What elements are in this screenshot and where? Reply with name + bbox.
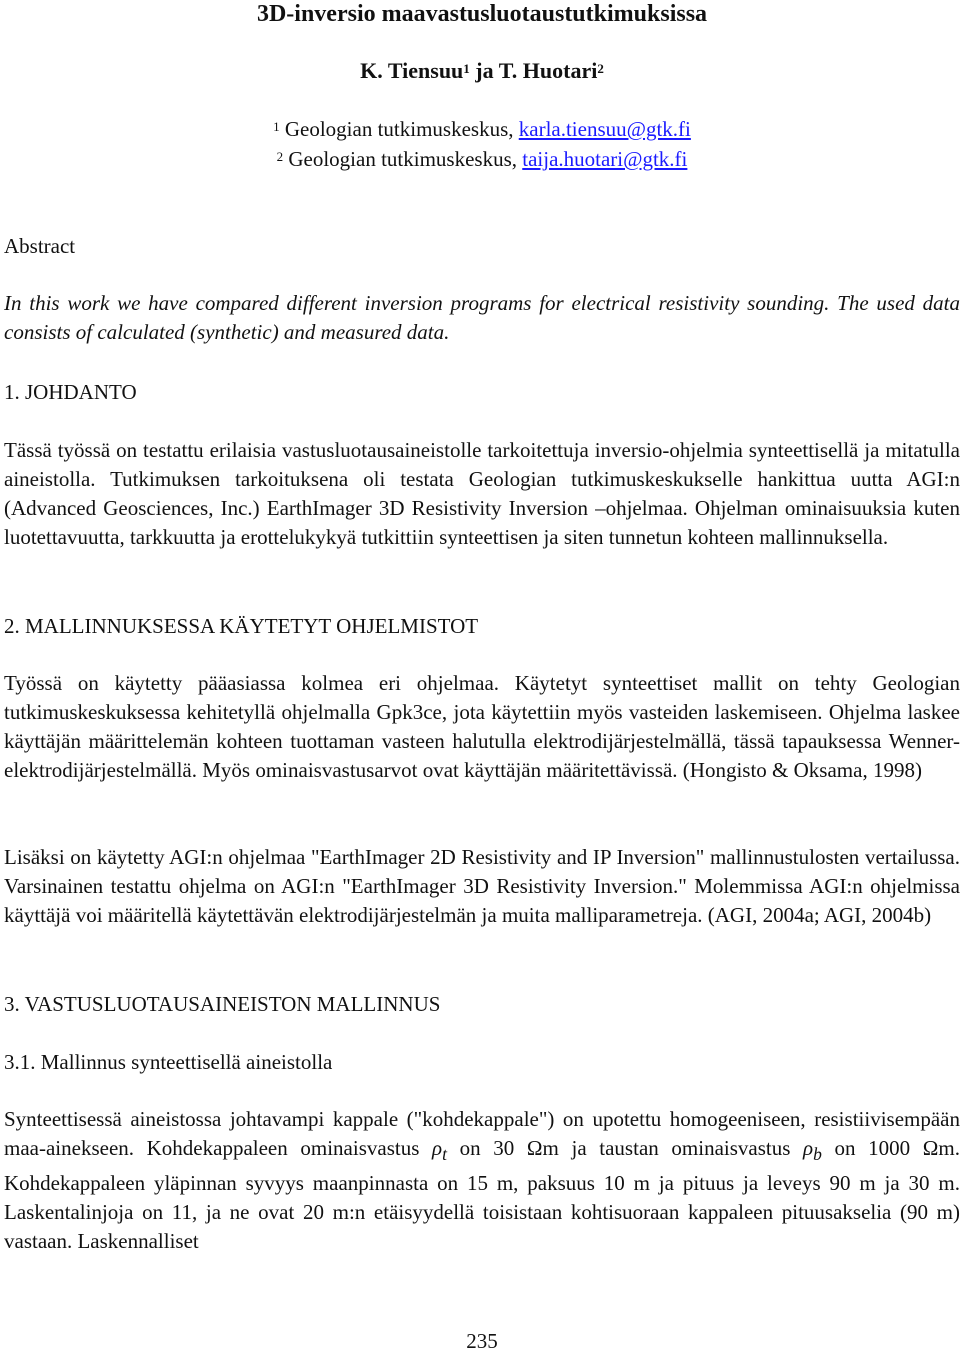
section-heading-3: 3. VASTUSLUOTAUSAINEISTON MALLINNUS [4, 992, 441, 1016]
paragraph-text: on 1000 Ωm. Kohdekappaleen yläpinnan syvyys maanpinnasta on 15 m, paksuus 10 m ja pituus ja leveys 90 m ja 30 m. Laskentalinjoja on 11, ja ne ovat 20 m:n etäisyydellä toisistaan kohtisuoraan kappaleen pituusakselia (90 m) vastaan. Laskennalliset [4, 1136, 960, 1254]
author-line [0, 58, 960, 84]
author-1: K. Tiensuu [360, 58, 464, 83]
affiliation-number: 1 [273, 119, 280, 134]
page-number: 235 [466, 1329, 498, 1353]
section-heading-1: 1. JOHDANTO [4, 380, 137, 404]
rho-subscript: b [813, 1144, 822, 1165]
rho-symbol: ρ [432, 1136, 443, 1160]
affiliation-org: Geologian tutkimuskeskus, [284, 117, 514, 141]
abstract-body: In this work we have compared different inversion programs for electrical resistivity sounding. The used data consists of calculated (synthetic) and measured data. [4, 291, 960, 344]
subsection-heading-3-1: 3.1. Mallinnus synteettisellä aineistolla [4, 1050, 333, 1074]
paragraph-text: Synteettisessä aineistossa johtavampi kappale ("kohdekappale") on upotettu homogeeniseen, resistiivisempään maa-ainekseen. Kohdekappaleen ominaisvastus [4, 1107, 960, 1160]
author-conjunction: ja [475, 58, 494, 83]
rho-subscript: t [442, 1144, 447, 1165]
affiliation-2 [0, 146, 960, 172]
paragraph-software-2: Lisäksi on käytetty AGI:n ohjelmaa "EarthImager 2D Resistivity and IP Inversion" mallinnustulosten vertailussa. Varsinainen testattu ohjelma on AGI:n "EarthImager 3D Resistivity Inversion." Molemmissa AGI:n ohjelmissa käyttäjä voi määritellä käytettävän elektrodijärjestelmän ja muita malliparametreja. (AGI, 2004a; AGI, 2004b) [4, 845, 960, 927]
affiliation-1 [0, 116, 960, 142]
author-2-affiliation-mark: 2 [597, 61, 604, 76]
abstract-heading: Abstract [4, 234, 76, 258]
email-link-1[interactable]: karla.tiensuu@gtk.fi [518, 117, 691, 141]
author-2: T. Huotari [498, 58, 598, 83]
author-1-affiliation-mark: 1 [463, 61, 470, 76]
paragraph-software-1: Työssä on käytetty pääasiassa kolmea eri ohjelmaa. Käytetyt synteettiset mallit on tehty Geologian tutkimuskeskuksessa kehitetyllä ohjelmalla Gpk3ce, jota käytettiin myös vasteiden laskemiseen. Ohjelma laskee käyttäjän määrittelemän kohteen tuottaman vasteen halutulla elektrodijärjestelmällä, tässä tapauksessa Wenner-elektrodijärjestelmällä. Myös ominaisvastusarvot ovat käyttäjän määritettävissä. (Hongisto & Oksama, 1998) [4, 671, 960, 782]
paragraph-introduction: Tässä työssä on testattu erilaisia vastusluotausaineistolle tarkoitettuja inversio-ohjelmia synteettisellä ja mitatulla aineistolla. Tutkimuksen tarkoituksena oli testata Geologian tutkimuskeskukselle hankittua uutta AGI:n (Advanced Geosciences, Inc.) EarthImager 3D Resistivity Inversion –ohjelmaa. Ohjelman ominaisuuksia kuten luotettavuutta, tarkkuutta ja erottelukykyä tutkittiin synteettisen ja siten tunnetun kohteen mallinnuksella. [4, 438, 960, 549]
paragraph-synthetic-data [4, 1105, 960, 1256]
affiliation-number: 2 [276, 149, 284, 164]
affiliation-org: Geologian tutkimuskeskus, [288, 147, 517, 171]
section-heading-2: 2. MALLINNUKSESSA KÄYTETYT OHJELMISTOT [4, 614, 479, 638]
paper-title: 3D-inversio maavastusluotaustutkimuksissa [256, 1, 708, 27]
email-link-2[interactable]: taija.huotari@gtk.fi [522, 147, 688, 171]
paragraph-text: on 30 Ωm ja taustan ominaisvastus [447, 1136, 804, 1160]
rho-symbol: ρ [803, 1136, 814, 1160]
